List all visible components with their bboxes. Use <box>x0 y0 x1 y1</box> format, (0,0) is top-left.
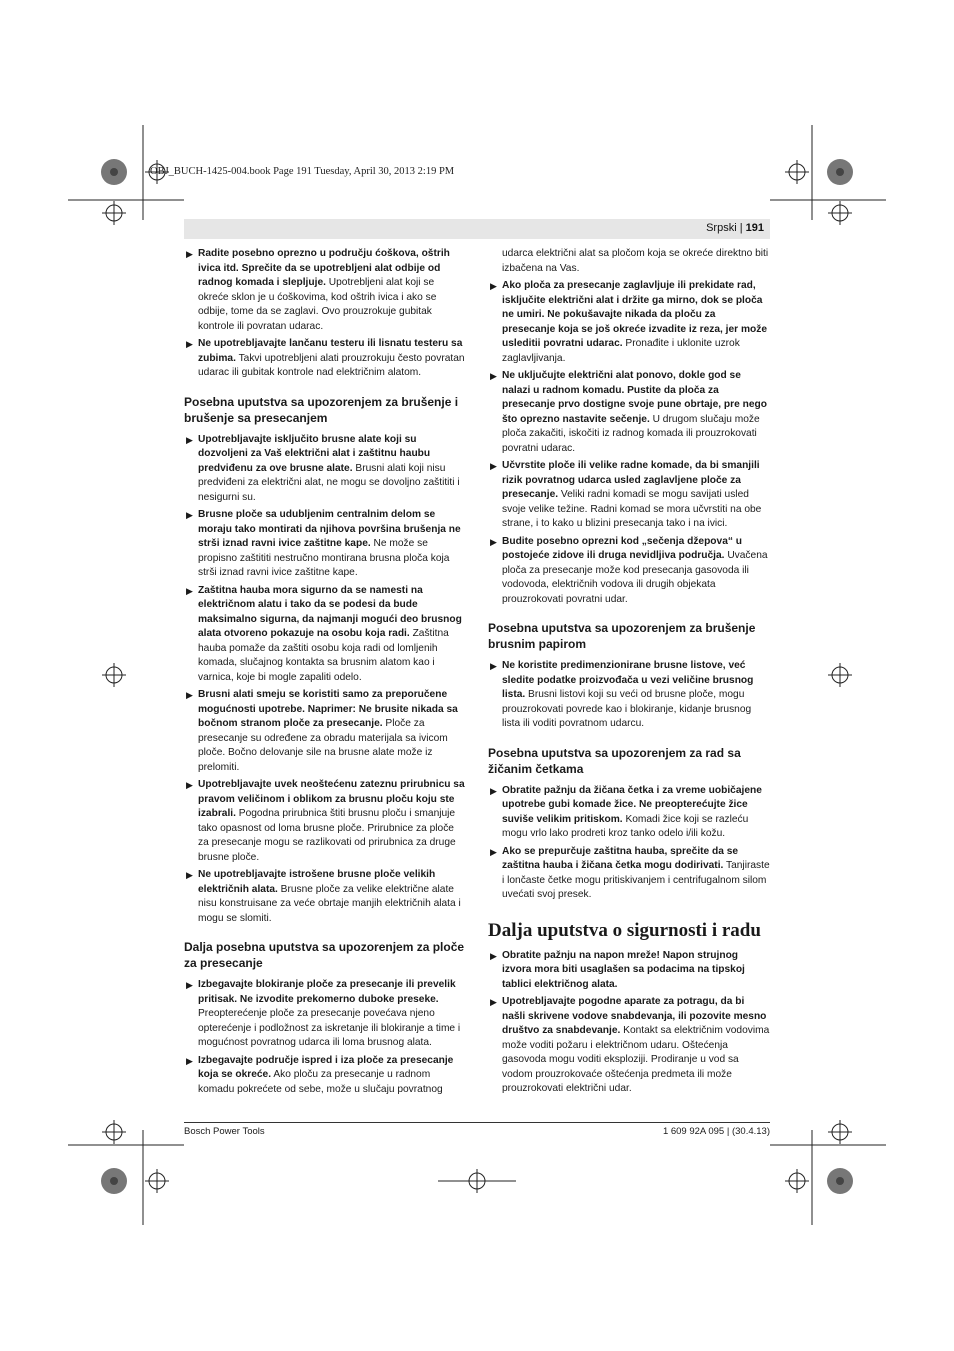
continued-paragraph: udarca električni alat sa pločom koja se okreće direktno biti izbačena na Vas. <box>502 248 769 274</box>
list-item <box>184 778 466 865</box>
item-bold-text: Obratite pažnju da žičana četka i za vreme uobičajene upotrebe gubi komade žice. Ne preopterećujte žice suviše velikim pritiskom. <box>502 784 762 825</box>
right-column <box>488 247 770 1100</box>
page-number: 191 <box>745 222 764 234</box>
list-item <box>184 978 466 1051</box>
item-bold-text: Brusne ploče sa udubljenim centralnim delom se moraju tako montirati da njihova površina brušenja ne strši iznad ravni ivice zaštitne kape. <box>198 509 461 549</box>
item-text: Ne može se propisno zaštititi nestručno montirana brusna ploča koja strši iznad ravni ivice zaštitne kape. <box>198 538 450 578</box>
item-bold-text: Budite posebno oprezni kod „sečenja džepova“ u postojeće zidove ili druga nevidljiva područja. <box>502 535 743 561</box>
main-heading: Dalja uputstva o sigurnosti i radu <box>488 919 761 941</box>
item-bold-text: Ne upotrebljavajte istrošene brusne ploče velikih električnih alata. <box>198 869 436 895</box>
list-item <box>488 995 770 1097</box>
item-text: Uvačena ploča za presecanje može kod presecanja gasovoda ili vodovoda, električnih vodova ili drugih objekata prouzrokovati povratni udar. <box>502 550 768 605</box>
section-heading: Posebna uputstva sa upozorenjem za brušenje i brušenje sa presecanjem <box>184 394 459 425</box>
footer-rule <box>184 1122 770 1123</box>
item-text: Upotrebljeni alat koji se okreće sklon je u ćoškovima, kod oštrih ivica i ako se odbije, tome da se zaglavi. Ovo prouzrokuje gubitak kontrole ili povratan udarac. <box>198 277 437 332</box>
bullet-arrow-icon: ▶ <box>490 371 497 381</box>
header-language: Srpski <box>706 222 737 234</box>
bullet-arrow-icon: ▶ <box>186 585 193 596</box>
bullet-arrow-icon: ▶ <box>490 997 497 1007</box>
item-text: Zaštitna hauba pomaže da zaštiti osobu koja radi od lomljenih komada, slučajnog kontakta sa brusnim alatom kao i varnica, koje bi mogle zapaliti odelo. <box>198 628 449 683</box>
item-bold-text: Upotrebljavajte pogodne aparate za potragu, da bi našli skrivene vodove snabdevanja, ili pozovite mesno društvo za snabdevanje. <box>502 996 767 1036</box>
bullet-arrow-icon: ▶ <box>186 980 193 990</box>
item-bold-text: Učvrstite ploče ili velike radne komade, da bi smanjili rizik povratnog udarca usled zaglavljene ploče za presecanje. <box>502 460 760 500</box>
item-bold-text: Izbegavajte blokiranje ploče za presecanje ili prevelik pritisak. Ne izvodite prekomerno duboke preseke. <box>198 979 456 1005</box>
list-item <box>184 508 466 581</box>
bullet-arrow-icon: ▶ <box>186 434 193 445</box>
item-text: Brusni alati koji nisu predviđeni za električni alat, ne mogu se dovoljno zaštititi i nesigurni su. <box>198 462 460 503</box>
list-item <box>488 784 770 842</box>
bullet-arrow-icon: ▶ <box>186 1055 193 1066</box>
bullet-arrow-icon: ▶ <box>490 785 497 796</box>
item-text: Pogodna prirubnica štiti brusnu ploču i smanjuje tako opasnost od loma brusne ploče. Prirubnice za ploče za presecanje mogu se razlikovati od prirubnica za druge brusne ploče. <box>198 808 456 863</box>
item-bold-text: Izbegavajte područje ispred i iza ploče za presecanje koja se okreće. <box>198 1054 454 1080</box>
item-text: U drugom slučaju može ploča zakačiti, iskočiti iz radnog komada ili prouzrokovati povratni udarac. <box>502 413 760 454</box>
bullet-arrow-icon: ▶ <box>490 950 497 961</box>
item-bold-text: Brusni alati smeju se koristiti samo za preporučene mogućnosti upotrebe. Naprimer: Ne brusite nikada sa bočnom stranom ploče za presecanje. <box>198 689 458 729</box>
item-bold-text: Upotrebljavajte isključito brusne alate koji su dozvoljeni za Vaš električni alat i zaštitnu haubu predviđenu za ove brusne alate. <box>198 433 431 474</box>
item-bold-text: Ne uključujte električni alat ponovo, dokle god se nalazi u radnom komadu. Pustite da ploča za presecanje prvo dostigne svoje pune obrtaje, pre nego što oprezno nastavite sečenje. <box>502 370 767 425</box>
footer-docnumber: 1 609 92A 095 | (30.4.13) <box>662 1126 770 1137</box>
list-item <box>488 845 770 903</box>
item-text: Veliki radni komadi se mogu savijati usled svoje velike težine. Radni komad se mora učvrstiti na obe strane, i to kako u blizini presecanja tako i na ivici. <box>502 489 762 529</box>
item-text: Brusne ploče za velike električne alate nisu konstruisane za veće obrtaje manjih električnih alata i mogu se slomiti. <box>198 883 461 924</box>
item-bold-text: Obratite pažnju na napon mreže! Napon strujnog izvora mora biti usaglašen sa podacima na tipskoj tablici električnog alata. <box>502 949 745 990</box>
header-separator: | <box>739 222 743 234</box>
header-bar <box>184 219 770 239</box>
footer-brand: Bosch Power Tools <box>184 1126 265 1137</box>
item-bold-text: Ne koristite predimenzionirane brusne listove, već sledite podatke proizvođača u vezi veličine brusnog lista. <box>502 660 754 700</box>
item-text: Brusni listovi koji su veći od brusne ploče, mogu prouzrokovati povrede kao i blokiranje, kidanje brusnog lista ili voditi povratnom udarcu. <box>502 689 752 729</box>
list-item <box>488 949 770 993</box>
bullet-arrow-icon: ▶ <box>186 510 193 520</box>
list-item <box>488 369 770 456</box>
item-text: Ploče za presecanje su određene za obradu materijala sa ivicom ploče. Bočno delovanje sile na brusne alate može iz prelomiti. <box>198 718 448 773</box>
item-text: Pronađite i uklonite uzrok zaglavljivanja. <box>502 338 740 364</box>
print-info: OBJ_BUCH-1425-004.book Page 191 Tuesday, April 30, 2013 2:19 PM <box>150 166 455 177</box>
item-bold-text: Ako se prepurčuje zaštitna hauba, sprečite da se zaštitna hauba i žičana četka mogu dodirivati. <box>502 845 739 871</box>
section-heading: Dalja posebna uputstva sa upozorenjem za ploče za presecanje <box>184 940 465 970</box>
item-text: Ako ploču za presecanje u radnom komadu pokrećete od sebe, može u slučaju povratnog <box>198 1069 443 1095</box>
left-column <box>184 247 466 1100</box>
item-text: Preopterećenje ploče za presecanje povećava njeno opterećenje i podložnost za iskretanje ili blokiranje a time i mogućnost povratnog udarca ili loma brusnog alata. <box>198 1008 461 1048</box>
item-bold-text: Zaštitna hauba mora sigurno da se namesti na električnom alatu i tako da se podesi da bude maksimalno sigurna, da najmanji mogući deo brusnog alata otvoreno pokazuje na osobu koja radi. <box>198 584 462 639</box>
bullet-arrow-icon: ▶ <box>186 690 193 700</box>
bullet-arrow-icon: ▶ <box>490 661 497 671</box>
list-item <box>184 433 466 506</box>
bullet-arrow-icon: ▶ <box>186 870 193 880</box>
item-text: Kontakt sa električnim vodovima može voditi požaru i električnom udaru. Oštećenja gasovoda mogu voditi eksploziji. Prodiranje u vod sa vodom prouzrokovaće oštećenja predmeta ili može prouzrokovati električni udar. <box>502 1025 770 1094</box>
bullet-arrow-icon: ▶ <box>490 846 497 857</box>
item-text: Komadi žice koji se razleću mogu vrlo lako prodreti kroz tanko odelo i/ili kožu. <box>502 813 749 839</box>
item-bold-text: Ne upotrebljavajte lančanu testeru ili lisnatu testeru sa zubima. <box>198 338 463 364</box>
bullet-arrow-icon: ▶ <box>186 339 193 349</box>
section-heading: Posebna uputstva sa upozorenjem za brušenje brusnim papirom <box>488 621 756 651</box>
bullet-arrow-icon: ▶ <box>186 249 193 259</box>
section-heading: Posebna uputstva sa upozorenjem za rad sa žičanim četkama <box>488 745 741 776</box>
list-item <box>184 247 466 334</box>
item-bold-text: Radite posebno oprezno u području ćoškova, oštrih ivica itd. Sprečite da se upotrebljeni alat odbije od radnog komada i sleplјuje. <box>198 248 450 288</box>
list-item <box>488 279 770 366</box>
bullet-arrow-icon: ▶ <box>186 780 193 790</box>
bullet-arrow-icon: ▶ <box>490 536 497 547</box>
bullet-arrow-icon: ▶ <box>490 281 497 291</box>
page-header <box>706 222 764 234</box>
list-item <box>488 535 770 608</box>
list-item <box>488 459 770 532</box>
item-bold-text: Upotrebljavajte uvek neoštećenu zateznu prirubnicu sa pravom veličinom i oblikom za brusnu ploču koju ste izabrali. <box>198 779 465 819</box>
item-text: Tanjiraste i lončaste četke mogu pritiskivanjem i centrifugalnom silom uvećati svoj presek. <box>502 860 770 900</box>
list-item <box>488 659 770 732</box>
list-item <box>184 1054 466 1098</box>
list-item <box>184 868 466 926</box>
list-item <box>184 337 466 381</box>
list-item <box>184 688 466 775</box>
bullet-arrow-icon: ▶ <box>490 461 497 471</box>
item-bold-text: Ako ploča za presecanje zaglavljuje ili prekidate rad, isključite električni alat i držite ga mirno, dok se ploča ne umiri. Ne pokušavajte nikada da ploču za presecanje koja se još okreće izvadite iz reza, jer može usleditii povratni udarac. <box>502 280 768 349</box>
item-text: Takvi upotrebljeni alati prouzrokuju često povratan udarac ili gubitak kontrole nad električnim alatom. <box>198 352 465 378</box>
list-item <box>184 584 466 686</box>
